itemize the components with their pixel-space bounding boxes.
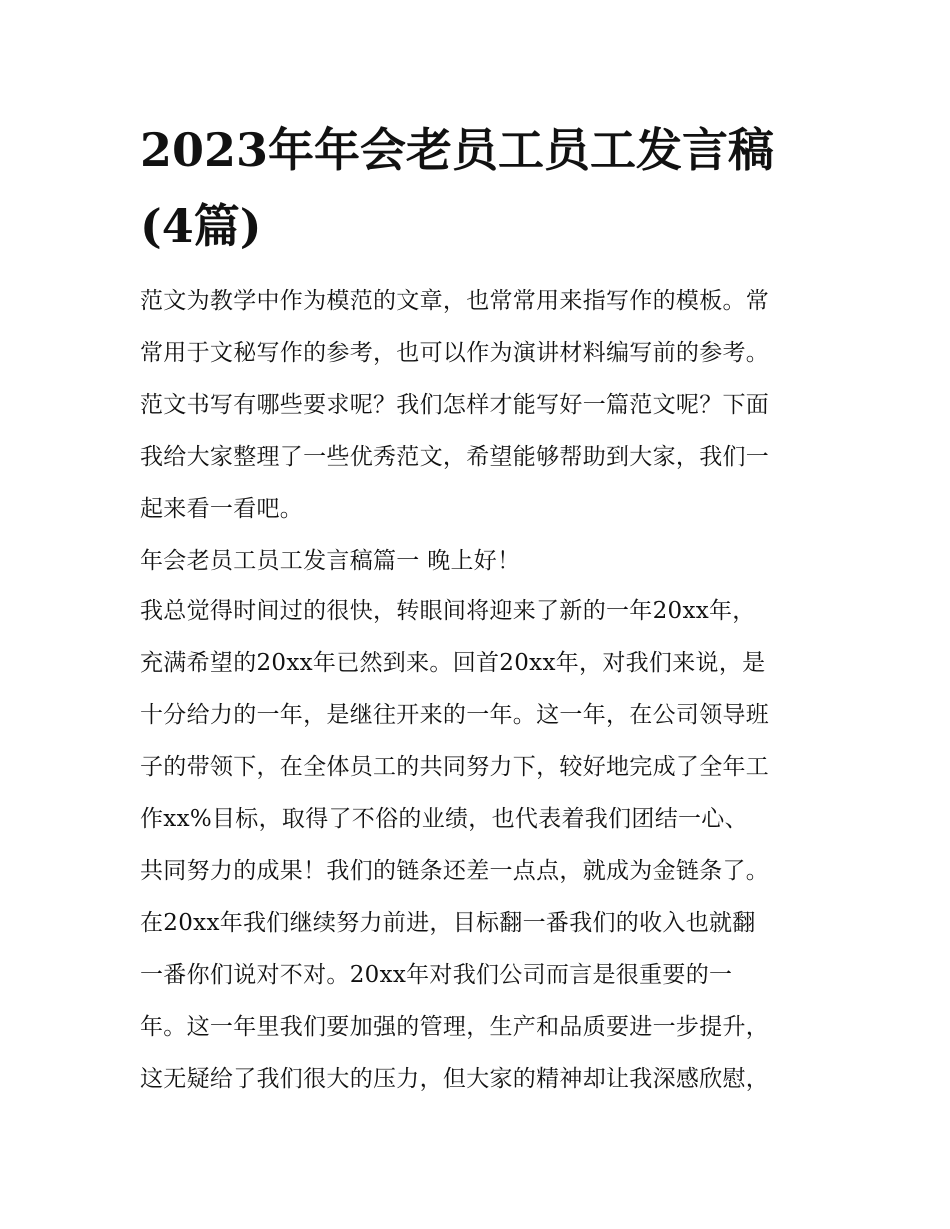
paragraph-line: 常用于文秘写作的参考，也可以作为演讲材料编写前的参考。 (140, 340, 770, 366)
document-title (140, 112, 820, 264)
paragraph-line: 在20xx年我们继续努力前进，目标翻一番我们的收入也就翻 (140, 910, 756, 936)
paragraph-line: 我总觉得时间过的很快，转眼间将迎来了新的一年20xx年， (140, 598, 756, 624)
paragraph-line: 范文书写有哪些要求呢？我们怎样才能写好一篇范文呢？下面 (140, 392, 770, 418)
paragraph-line: 这无疑给了我们很大的压力，但大家的精神却让我深感欣慰， (140, 1066, 770, 1092)
paragraph-line: 我给大家整理了一些优秀范文，希望能够帮助到大家，我们一 (140, 444, 770, 470)
paragraph-line: 共同努力的成果！我们的链条还差一点点，就成为金链条了。 (140, 858, 770, 884)
paragraph-line: 作xx%目标，取得了不俗的业绩，也代表着我们团结一心、 (140, 806, 748, 832)
paragraph-line: 年。这一年里我们要加强的管理，生产和品质要进一步提升， (140, 1014, 770, 1040)
title-line-1: 2023年年会老员工员工发言稿 (140, 123, 775, 177)
paragraph-line: 范文为教学中作为模范的文章，也常常用来指写作的模板。常 (140, 288, 770, 314)
document-body (140, 278, 820, 1108)
paragraph-line: 子的带领下，在全体员工的共同努力下，较好地完成了全年工 (140, 754, 770, 780)
paragraph-line: 一番你们说对不对。20xx年对我们公司而言是很重要的一 (140, 962, 733, 988)
paragraph-line: 十分给力的一年，是继往开来的一年。这一年，在公司领导班 (140, 702, 770, 728)
paragraph-line: 起来看一看吧。 (140, 496, 304, 522)
title-line-2: (4篇) (140, 199, 262, 253)
paragraph-line: 充满希望的20xx年已然到来。回首20xx年，对我们来说，是 (140, 650, 766, 676)
section-heading-line: 年会老员工员工发言稿篇一 晚上好！ (140, 548, 521, 574)
